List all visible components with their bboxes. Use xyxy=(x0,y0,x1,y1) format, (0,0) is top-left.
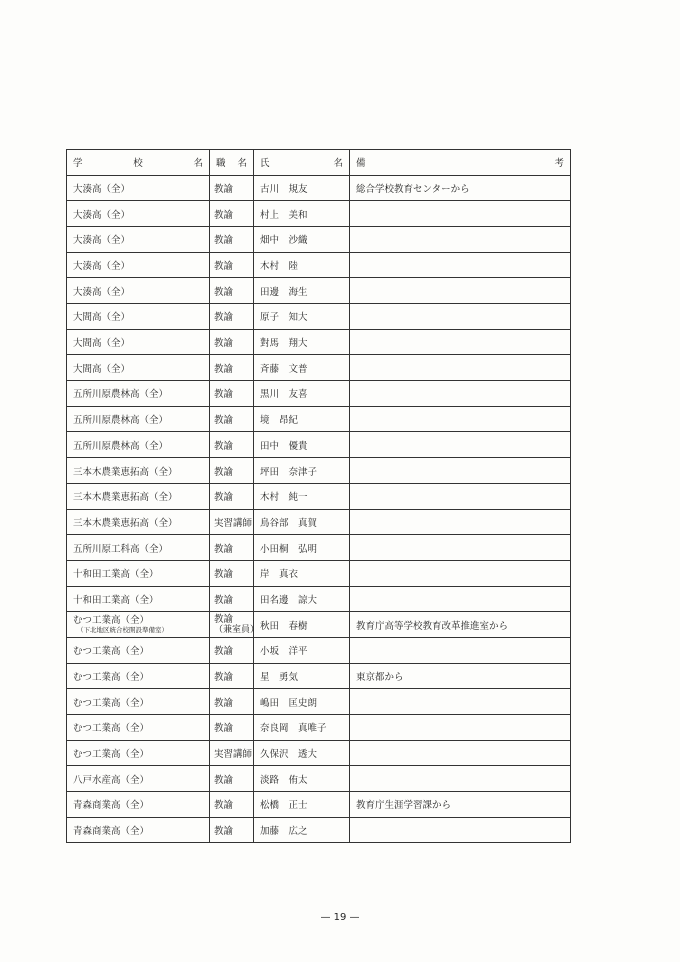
table-row xyxy=(67,766,571,792)
person-name: 木村 純一 xyxy=(254,483,350,509)
remarks xyxy=(350,817,571,843)
title-cell xyxy=(210,252,254,278)
person-name: 星 勇気 xyxy=(254,663,350,689)
remarks xyxy=(350,740,571,766)
job-title: 教諭 xyxy=(214,415,234,427)
remarks xyxy=(350,586,571,612)
table-row xyxy=(67,252,571,278)
school-name: 大間高（全） xyxy=(73,312,131,324)
table-row xyxy=(67,663,571,689)
job-title: 教諭 xyxy=(214,543,234,555)
school-cell xyxy=(67,766,210,792)
table-row xyxy=(67,560,571,586)
school-cell xyxy=(67,586,210,612)
job-title: 教諭 xyxy=(214,826,234,838)
job-title: 教諭 xyxy=(214,209,234,221)
job-title: 教諭 xyxy=(214,672,234,683)
job-title: 教諭 xyxy=(214,312,234,324)
school-name: 五所川原農林高（全） xyxy=(73,415,169,427)
school-name: 大湊高（全） xyxy=(73,235,131,247)
title-cell xyxy=(210,637,254,663)
table-row xyxy=(67,329,571,355)
title-cell xyxy=(210,406,254,432)
table-row xyxy=(67,586,571,612)
school-cell xyxy=(67,817,210,843)
remarks xyxy=(350,637,571,663)
header-name: 氏 名 xyxy=(254,150,350,176)
person-name: 原子 知大 xyxy=(254,304,350,330)
table-row xyxy=(67,406,571,432)
title-cell xyxy=(210,535,254,561)
job-title: 教諭 xyxy=(214,569,234,581)
title-cell xyxy=(210,663,254,689)
title-cell xyxy=(210,509,254,535)
remarks xyxy=(350,483,571,509)
school-name: 青森商業高（全） xyxy=(73,800,150,812)
table-row xyxy=(67,535,571,561)
person-name: 奈良岡 真唯子 xyxy=(254,715,350,741)
job-title: 教諭 xyxy=(214,235,234,247)
table-row xyxy=(67,612,571,638)
school-cell xyxy=(67,715,210,741)
school-name: 大間高（全） xyxy=(73,363,131,375)
person-name: 嶋田 匡史朗 xyxy=(254,689,350,715)
remarks xyxy=(350,278,571,304)
title-cell xyxy=(210,226,254,252)
person-name: 松橋 正士 xyxy=(254,792,350,818)
job-title: 教諭 xyxy=(214,613,234,625)
title-cell xyxy=(210,586,254,612)
person-name: 久保沢 透大 xyxy=(254,740,350,766)
remarks xyxy=(350,766,571,792)
remarks xyxy=(350,406,571,432)
school-cell xyxy=(67,792,210,818)
school-name: むつ工業高（全） xyxy=(73,646,150,658)
job-title: 教諭 xyxy=(214,800,234,812)
school-name: 三本木農業恵拓高（全） xyxy=(73,517,178,529)
table-row xyxy=(67,740,571,766)
header-row xyxy=(67,150,571,176)
school-name: 大湊高（全） xyxy=(73,286,131,298)
title-cell xyxy=(210,381,254,407)
header-title: 職 名 xyxy=(210,150,254,176)
job-title: 実習講師 xyxy=(214,749,253,761)
remarks xyxy=(350,560,571,586)
person-name: 對馬 翔大 xyxy=(254,329,350,355)
table-row xyxy=(67,637,571,663)
table-row xyxy=(67,201,571,227)
school-cell xyxy=(67,663,210,689)
remarks: 総合学校教育センターから xyxy=(350,175,571,201)
school-name: 大湊高（全） xyxy=(73,209,131,221)
person-name: 加藤 広之 xyxy=(254,817,350,843)
person-name: 境 昂紀 xyxy=(254,406,350,432)
school-name: 五所川原農林高（全） xyxy=(73,440,169,452)
remarks xyxy=(350,535,571,561)
school-name: 十和田工業高（全） xyxy=(73,594,159,606)
job-title: 教諭 xyxy=(214,338,234,350)
person-name: 木村 陸 xyxy=(254,252,350,278)
remarks: 教育庁生涯学習課から xyxy=(350,792,571,818)
school-cell xyxy=(67,406,210,432)
remarks xyxy=(350,715,571,741)
remarks xyxy=(350,432,571,458)
job-title: 教諭 xyxy=(214,492,234,504)
school-name: 大湊高（全） xyxy=(73,183,131,195)
school-name: むつ工業高（全） xyxy=(73,723,150,735)
school-name: むつ工業高（全） xyxy=(73,749,150,761)
school-name: むつ工業高（全） xyxy=(73,697,150,709)
job-title: 教諭 xyxy=(214,466,234,478)
remarks xyxy=(350,458,571,484)
job-title: 教諭 xyxy=(214,594,234,606)
remarks xyxy=(350,509,571,535)
personnel-table xyxy=(66,149,571,843)
person-name: 斉藤 文普 xyxy=(254,355,350,381)
title-cell xyxy=(210,689,254,715)
remarks xyxy=(350,381,571,407)
school-cell xyxy=(67,689,210,715)
person-name: 小田桐 弘明 xyxy=(254,535,350,561)
school-name: 三本木農業恵拓高（全） xyxy=(73,466,178,478)
school-name: むつ工業高（全） xyxy=(73,614,150,626)
table-row xyxy=(67,817,571,843)
title-cell xyxy=(210,560,254,586)
table-row xyxy=(67,483,571,509)
remarks xyxy=(350,304,571,330)
school-name: 十和田工業高（全） xyxy=(73,569,159,581)
title-cell xyxy=(210,278,254,304)
person-name: 小坂 洋平 xyxy=(254,637,350,663)
school-name: 青森商業高（全） xyxy=(73,826,150,838)
job-title: 教諭 xyxy=(214,286,234,298)
school-cell xyxy=(67,278,210,304)
title-cell xyxy=(210,304,254,330)
school-cell xyxy=(67,509,210,535)
school-name: 大湊高（全） xyxy=(73,261,131,272)
header-school: 学 校 名 xyxy=(67,150,210,176)
school-cell xyxy=(67,637,210,663)
table-row xyxy=(67,689,571,715)
person-name: 黒川 友喜 xyxy=(254,381,350,407)
person-name: 田中 優貴 xyxy=(254,432,350,458)
school-cell xyxy=(67,740,210,766)
job-title: 教諭 xyxy=(214,723,234,735)
job-title: 教諭 xyxy=(214,389,234,401)
title-cell xyxy=(210,175,254,201)
header-note: 備 考 xyxy=(350,150,571,176)
school-cell xyxy=(67,381,210,407)
job-title: 教諭 xyxy=(214,183,234,195)
title-cell xyxy=(210,329,254,355)
school-cell xyxy=(67,329,210,355)
school-cell xyxy=(67,355,210,381)
person-name: 田名邊 諒大 xyxy=(254,586,350,612)
school-cell xyxy=(67,535,210,561)
remarks xyxy=(350,201,571,227)
table-row xyxy=(67,355,571,381)
school-cell xyxy=(67,483,210,509)
school-cell xyxy=(67,175,210,201)
school-cell xyxy=(67,432,210,458)
table-row xyxy=(67,175,571,201)
title-cell xyxy=(210,201,254,227)
school-name: 三本木農業恵拓高（全） xyxy=(73,492,178,504)
table-row xyxy=(67,792,571,818)
table-row xyxy=(67,509,571,535)
title-cell xyxy=(210,766,254,792)
table-row xyxy=(67,304,571,330)
remarks xyxy=(350,329,571,355)
title-cell xyxy=(210,612,260,638)
person-name: 古川 規友 xyxy=(254,175,350,201)
table-row xyxy=(67,458,571,484)
job-title: 教諭 xyxy=(214,697,234,709)
person-name: 鳥谷部 真賀 xyxy=(254,509,350,535)
school-cell xyxy=(67,612,210,638)
person-name: 岸 真衣 xyxy=(254,560,350,586)
school-cell xyxy=(67,226,210,252)
person-name: 坪田 奈津子 xyxy=(254,458,350,484)
page-number: — 19 — xyxy=(320,912,360,923)
person-name: 淡路 侑太 xyxy=(254,766,350,792)
table-row xyxy=(67,715,571,741)
table-row xyxy=(67,278,571,304)
title-cell xyxy=(210,483,254,509)
title-cell xyxy=(210,432,254,458)
school-cell xyxy=(67,304,210,330)
school-name: 五所川原工科高（全） xyxy=(73,543,169,555)
person-name: 村上 美和 xyxy=(254,201,350,227)
remarks: 東京都から xyxy=(350,663,571,689)
title-cell xyxy=(210,792,254,818)
remarks xyxy=(350,226,571,252)
table-row xyxy=(67,226,571,252)
title-cell xyxy=(210,740,254,766)
title-cell xyxy=(210,458,254,484)
person-name: 畑中 沙織 xyxy=(254,226,350,252)
job-title: 教諭 xyxy=(214,774,234,786)
job-title: 教諭 xyxy=(214,440,234,452)
remarks xyxy=(350,355,571,381)
job-title: 教諭 xyxy=(214,646,234,658)
remarks xyxy=(350,252,571,278)
title-cell xyxy=(210,715,254,741)
school-cell xyxy=(67,252,210,278)
job-title: 実習講師 xyxy=(214,517,253,529)
school-name: むつ工業高（全） xyxy=(73,672,150,683)
table-row xyxy=(67,432,571,458)
school-name: 大間高（全） xyxy=(73,338,131,350)
remarks: 教育庁高等学校教育改革推進室から xyxy=(350,612,571,638)
person-name: 田邊 海生 xyxy=(254,278,350,304)
remarks xyxy=(350,689,571,715)
school-sub-note: （下北地区統合校開設準備室） xyxy=(77,625,168,634)
job-title: 教諭 xyxy=(214,363,234,375)
title-cell xyxy=(210,355,254,381)
table-row xyxy=(67,381,571,407)
school-cell xyxy=(67,201,210,227)
school-name: 八戸水産高（全） xyxy=(73,774,150,786)
school-name: 五所川原農林高（全） xyxy=(73,389,169,401)
person-name: 秋田 春樹 xyxy=(254,612,350,638)
school-cell xyxy=(67,458,210,484)
job-title: 教諭 xyxy=(214,261,234,272)
title-cell xyxy=(210,817,254,843)
school-cell xyxy=(67,560,210,586)
job-title-sub: （兼室員） xyxy=(214,624,260,635)
